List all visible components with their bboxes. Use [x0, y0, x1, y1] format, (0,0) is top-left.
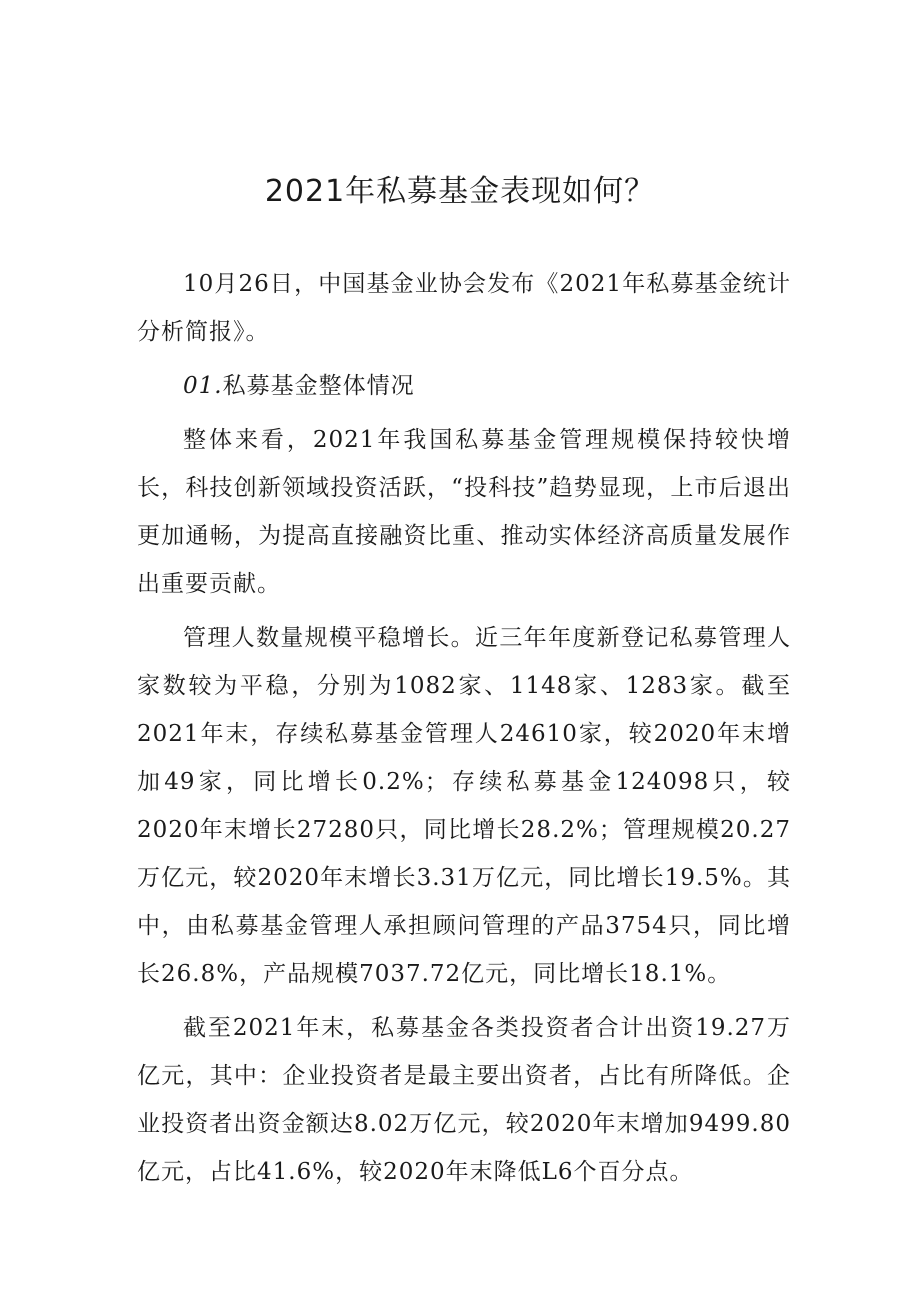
section-heading-text: 私募基金整体情况	[222, 373, 415, 399]
page-title: 2021年私募基金表现如何？	[264, 174, 656, 209]
document-body	[137, 260, 791, 1196]
body-paragraph-investors: 截至2021年末，私募基金各类投资者合计出资19.27万亿元，其中：企业投资者是最主要出资者，占比有所降低。企业投资者出资金额达8.02万亿元，较2020年末增加9499.80亿元，占比41.6%，较2020年末降低L6个百分点。	[137, 1015, 791, 1185]
body-paragraph-overview: 整体来看，2021年我国私募基金管理规模保持较快增长，科技创新领域投资活跃，“投科技”趋势显现，上市后退出更加通畅，为提高直接融资比重、推动实体经济高质量发展作出重要贡献。	[137, 427, 791, 597]
section-heading	[137, 362, 791, 410]
body-paragraph-managers: 管理人数量规模平稳增长。近三年年度新登记私募管理人家数较为平稳，分别为1082家、1148家、1283家。截至2021年末，存续私募基金管理人24610家，较2020年末增加49家，同比增长0.2%；存续私募基金124098只，较2020年末增长27280只，同比增长28.2%；管理规模20.27万亿元，较2020年末增长3.31万亿元，同比增长19.5%。其中，由私募基金管理人承担顾问管理的产品3754只，同比增长26.8%，产品规模7037.72亿元，同比增长18.1%。	[137, 625, 791, 987]
intro-paragraph: 10月26日，中国基金业协会发布《2021年私募基金统计分析简报》。	[137, 271, 791, 345]
section-number: 01.	[183, 373, 223, 399]
